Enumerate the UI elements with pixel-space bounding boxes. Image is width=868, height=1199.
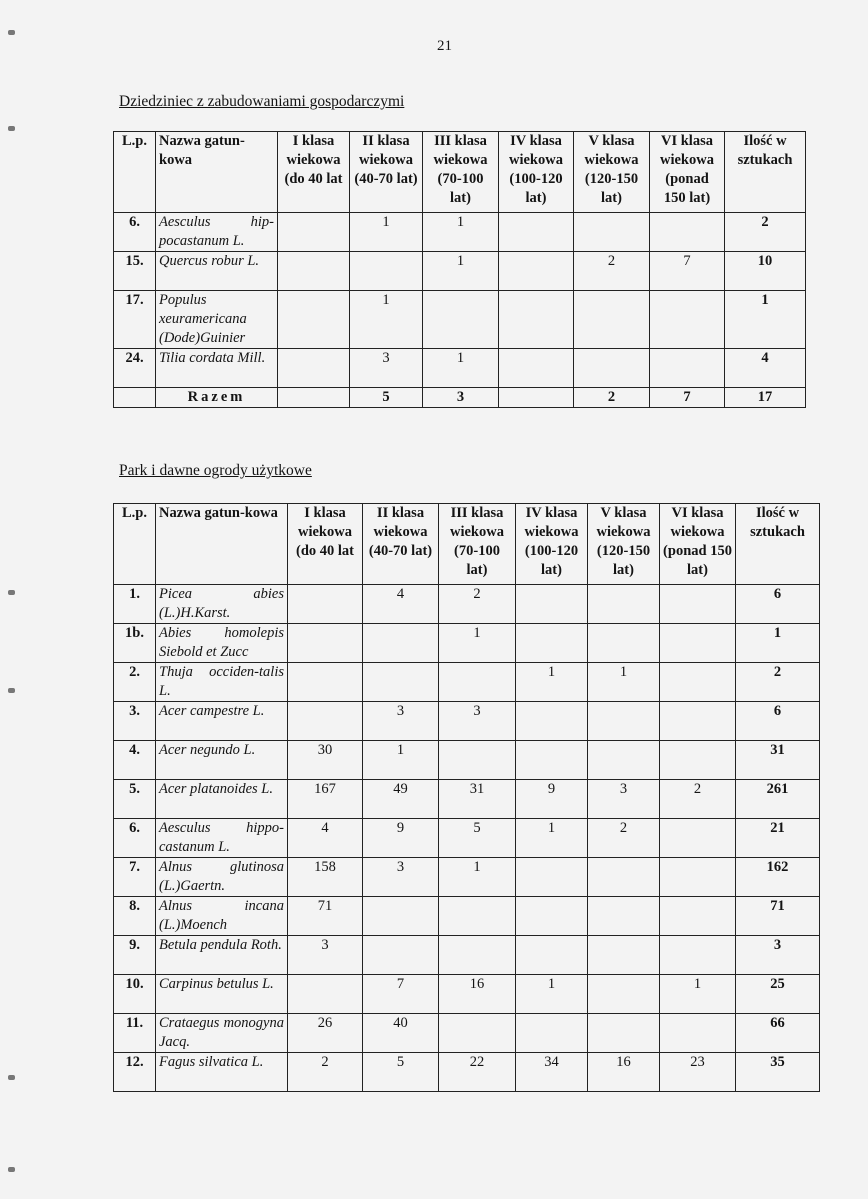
header-count: Ilość w sztukach [736,504,820,585]
table-header-row [114,132,806,213]
row-class-2: 9 [363,819,439,858]
table-row [114,741,820,780]
row-class-2: 1 [350,291,423,349]
row-class-4 [516,624,588,663]
punch-mark [8,590,15,595]
species-table-courtyard [113,131,806,408]
park-table-body [114,585,820,1092]
row-class-6 [650,349,725,388]
row-class-6 [660,663,736,702]
row-lp: 1. [114,585,156,624]
header-species-name: Nazwa gatun-kowa [156,132,278,213]
row-lp: 7. [114,858,156,897]
row-class-3: 31 [439,780,516,819]
row-total: 1 [725,291,806,349]
row-total: 2 [725,213,806,252]
row-class-5: 2 [574,252,650,291]
row-class-4 [516,936,588,975]
row-class-6 [660,585,736,624]
row-total: 31 [736,741,820,780]
header-count: Ilość w sztukach [725,132,806,213]
row-lp: 10. [114,975,156,1014]
row-class-4 [499,349,574,388]
row-class-2 [350,252,423,291]
table-row [114,975,820,1014]
table-row [114,291,806,349]
row-class-2: 3 [350,349,423,388]
row-class-5: 16 [588,1053,660,1092]
row-class-1: 4 [288,819,363,858]
row-species: Crataegus monogyna Jacq. [156,1014,288,1053]
row-lp: 8. [114,897,156,936]
row-lp: 4. [114,741,156,780]
header-lp: L.p. [114,132,156,213]
sum-class-2: 5 [350,388,423,408]
row-class-4: 1 [516,663,588,702]
row-class-3: 22 [439,1053,516,1092]
row-total: 6 [736,702,820,741]
row-class-3 [423,291,499,349]
header-age-class-4: IV klasa wiekowa (100-120 lat) [516,504,588,585]
header-age-class-4: IV klasa wiekowa (100-120 lat) [499,132,574,213]
row-lp: 3. [114,702,156,741]
row-class-5 [588,897,660,936]
row-class-6 [660,624,736,663]
row-class-1: 167 [288,780,363,819]
row-class-1: 3 [288,936,363,975]
punch-mark [8,126,15,131]
row-class-3 [439,897,516,936]
row-class-1: 71 [288,897,363,936]
header-age-class-1: I klasa wiekowa (do 40 lat [278,132,350,213]
table-row [114,624,820,663]
sum-class-1 [278,388,350,408]
row-species: Acer platanoides L. [156,780,288,819]
row-species: Thuja occiden-talis L. [156,663,288,702]
row-class-1 [288,702,363,741]
header-age-class-5: V klasa wiekowa (120-150 lat) [588,504,660,585]
row-class-6 [650,291,725,349]
punch-mark [8,688,15,693]
row-class-4 [516,897,588,936]
row-class-4 [516,741,588,780]
row-total: 25 [736,975,820,1014]
row-species: Alnus incana (L.)Moench [156,897,288,936]
row-species: Aesculus hip-pocastanum L. [156,213,278,252]
row-class-6: 2 [660,780,736,819]
row-total: 162 [736,858,820,897]
row-class-4 [516,585,588,624]
row-class-3: 2 [439,585,516,624]
header-age-class-6: VI klasa wiekowa (ponad 150 lat) [660,504,736,585]
row-total: 2 [736,663,820,702]
table-row [114,702,820,741]
row-class-2: 49 [363,780,439,819]
table-row [114,349,806,388]
sum-class-3: 3 [423,388,499,408]
row-class-6 [660,936,736,975]
table-row [114,252,806,291]
row-class-3: 3 [439,702,516,741]
row-class-2 [363,624,439,663]
row-class-6 [660,702,736,741]
row-class-6 [660,741,736,780]
row-total: 3 [736,936,820,975]
row-species: Aesculus hippo-castanum L. [156,819,288,858]
species-table-park [113,503,820,1092]
row-species: Carpinus betulus L. [156,975,288,1014]
row-total: 1 [736,624,820,663]
sum-class-4 [499,388,574,408]
row-class-5 [588,936,660,975]
row-class-1 [278,291,350,349]
row-class-2: 1 [350,213,423,252]
sum-class-6: 7 [650,388,725,408]
row-total: 4 [725,349,806,388]
row-class-3 [439,741,516,780]
sum-total: 17 [725,388,806,408]
row-lp: 2. [114,663,156,702]
table-row [114,897,820,936]
row-class-6 [650,213,725,252]
table-row [114,780,820,819]
row-class-3 [439,663,516,702]
row-species: Betula pendula Roth. [156,936,288,975]
row-class-5 [588,858,660,897]
row-class-5: 3 [588,780,660,819]
row-class-2 [363,663,439,702]
row-class-2 [363,936,439,975]
row-class-4: 9 [516,780,588,819]
row-lp: 17. [114,291,156,349]
row-lp: 1b. [114,624,156,663]
row-class-3: 1 [439,624,516,663]
row-class-1 [288,585,363,624]
row-class-1 [278,213,350,252]
header-age-class-2: II klasa wiekowa (40-70 lat) [350,132,423,213]
row-class-6 [660,1014,736,1053]
row-class-3: 1 [423,252,499,291]
row-class-5 [574,291,650,349]
table-row [114,819,820,858]
sum-lp-empty [114,388,156,408]
table-row [114,1053,820,1092]
table-header-row [114,504,820,585]
punch-mark [8,30,15,35]
punch-mark [8,1167,15,1172]
row-class-4: 34 [516,1053,588,1092]
row-class-2: 40 [363,1014,439,1053]
row-species: Abies homolepis Siebold et Zucc [156,624,288,663]
row-class-4 [499,252,574,291]
row-class-5 [574,213,650,252]
sum-row [114,388,806,408]
table-row [114,936,820,975]
row-class-5: 1 [588,663,660,702]
table-row [114,663,820,702]
table-row [114,213,806,252]
row-class-3: 1 [423,349,499,388]
row-species: Picea abies (L.)H.Karst. [156,585,288,624]
header-age-class-6: VI klasa wiekowa (ponad 150 lat) [650,132,725,213]
row-species: Tilia cordata Mill. [156,349,278,388]
header-age-class-1: I klasa wiekowa (do 40 lat [288,504,363,585]
sum-class-5: 2 [574,388,650,408]
section-title-park: Park i dawne ogrody użytkowe [119,462,312,479]
row-class-1: 30 [288,741,363,780]
row-lp: 11. [114,1014,156,1053]
table-row [114,858,820,897]
row-lp: 12. [114,1053,156,1092]
row-class-3: 16 [439,975,516,1014]
row-class-4: 1 [516,819,588,858]
header-species-name: Nazwa gatun-kowa [156,504,288,585]
header-age-class-3: III klasa wiekowa (70-100 lat) [439,504,516,585]
row-class-4 [516,858,588,897]
row-total: 66 [736,1014,820,1053]
row-total: 21 [736,819,820,858]
row-class-4: 1 [516,975,588,1014]
header-age-class-3: III klasa wiekowa (70-100 lat) [423,132,499,213]
row-total: 71 [736,897,820,936]
row-class-6 [660,858,736,897]
row-class-3 [439,936,516,975]
row-class-1 [288,624,363,663]
row-class-2: 1 [363,741,439,780]
row-class-1: 158 [288,858,363,897]
row-class-2: 4 [363,585,439,624]
row-class-2: 7 [363,975,439,1014]
row-class-5: 2 [588,819,660,858]
row-class-6 [660,819,736,858]
row-species: Acer negundo L. [156,741,288,780]
row-lp: 9. [114,936,156,975]
row-species: Acer campestre L. [156,702,288,741]
row-class-6: 23 [660,1053,736,1092]
row-lp: 5. [114,780,156,819]
row-class-5 [588,624,660,663]
row-class-3: 5 [439,819,516,858]
row-class-2 [363,897,439,936]
row-class-3: 1 [439,858,516,897]
table-row [114,585,820,624]
sum-label: Razem [156,388,278,408]
row-total: 6 [736,585,820,624]
header-age-class-5: V klasa wiekowa (120-150 lat) [574,132,650,213]
row-lp: 15. [114,252,156,291]
row-class-1: 2 [288,1053,363,1092]
row-lp: 6. [114,819,156,858]
row-class-1: 26 [288,1014,363,1053]
row-class-4 [499,213,574,252]
row-total: 261 [736,780,820,819]
row-species: Quercus robur L. [156,252,278,291]
row-class-1 [278,349,350,388]
row-class-5 [574,349,650,388]
row-class-6: 1 [660,975,736,1014]
row-class-4 [516,1014,588,1053]
row-class-5 [588,585,660,624]
row-class-1 [278,252,350,291]
row-class-5 [588,702,660,741]
row-class-2: 5 [363,1053,439,1092]
punch-mark [8,1075,15,1080]
row-class-5 [588,741,660,780]
row-lp: 24. [114,349,156,388]
row-total: 10 [725,252,806,291]
row-class-2: 3 [363,858,439,897]
table-row [114,1014,820,1053]
header-lp: L.p. [114,504,156,585]
row-class-4 [499,291,574,349]
row-class-3 [439,1014,516,1053]
row-class-1 [288,975,363,1014]
row-class-3: 1 [423,213,499,252]
header-age-class-2: II klasa wiekowa (40-70 lat) [363,504,439,585]
row-class-6: 7 [650,252,725,291]
row-class-5 [588,1014,660,1053]
section-title-courtyard: Dziedziniec z zabudowaniami gospodarczymi [119,93,405,110]
row-species: Fagus silvatica L. [156,1053,288,1092]
row-class-4 [516,702,588,741]
row-species: Alnus glutinosa (L.)Gaertn. [156,858,288,897]
row-class-1 [288,663,363,702]
row-lp: 6. [114,213,156,252]
row-class-6 [660,897,736,936]
row-total: 35 [736,1053,820,1092]
row-class-2: 3 [363,702,439,741]
page-number: 21 [437,38,452,54]
row-species: Populus xeuramericana (Dode)Guinier [156,291,278,349]
row-class-5 [588,975,660,1014]
